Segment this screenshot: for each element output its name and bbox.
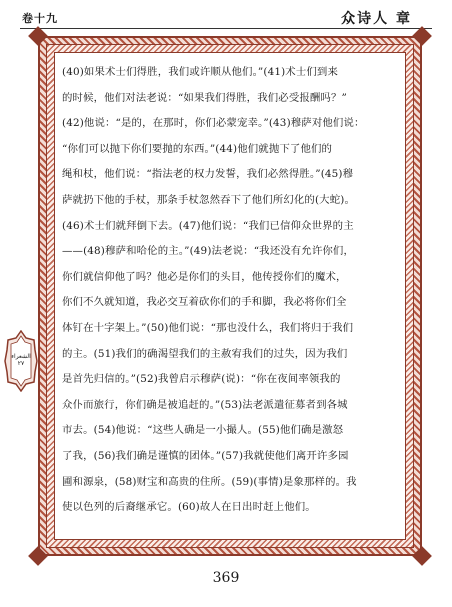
surah-medallion-label bbox=[9, 353, 33, 367]
text-line: 圃和源泉，(58)财宝和高贵的住所。(59)(事情)是象那样的。我 bbox=[62, 475, 357, 488]
text-line: 萨就扔下他的手杖，那条手杖忽然吞下了他们所幻化的(大蛇)。 bbox=[62, 193, 356, 206]
verse-text-body bbox=[62, 60, 398, 521]
text-line: 的主。(51)我们的确渴望我们的主赦宥我们的过失，因为我们 bbox=[62, 347, 348, 360]
text-line: (42)他说：“是的，在那时，你们必蒙宠幸。”(43)穆萨对他们说： bbox=[62, 117, 365, 130]
text-line: “你们可以抛下你们要抛的东西。”(44)他们就抛下了他们的 bbox=[62, 142, 333, 155]
text-line: 你们不久就知道，我必交互着砍你们的手和脚，我必将你们全 bbox=[62, 296, 347, 309]
text-line: 的时候，他们对法老说：“如果我们得胜，我们必受报酬吗？” bbox=[62, 91, 347, 104]
text-line: (46)术士们就拜倒下去。(47)他们说：“我们已信仰众世界的主 bbox=[62, 219, 354, 232]
surah-arabic-name: الشعراء bbox=[11, 353, 31, 360]
text-line: 使以色列的后裔继承它。(60)故人在日出时赶上他们。 bbox=[62, 501, 316, 514]
text-line: ——(48)穆萨和哈伦的主。”(49)法老说：“我还没有允许你们， bbox=[62, 245, 355, 258]
text-line: 是首先归信的。”(52)我曾启示穆萨(说)：“你在夜间率领我的 bbox=[62, 373, 341, 386]
text-line: 了我，(56)我们确是谨慎的团体。”(57)我就使他们离开许多园 bbox=[62, 449, 349, 462]
text-line: (40)如果术士们得胜，我们或许顺从他们。”(41)术士们到来 bbox=[62, 66, 339, 78]
surah-title: 众诗人 章 bbox=[341, 11, 412, 27]
text-line: 你们就信仰他了吗？他必是你们的头目，他传授你们的魔术， bbox=[62, 270, 347, 283]
text-line: 体钉在十字架上。”(50)他们说：“那也没什么，我们将归于我们 bbox=[62, 321, 354, 334]
text-line: 绳和杖，他们说：“指法老的权力发誓，我们必然得胜。”(45)穆 bbox=[62, 168, 354, 181]
header-divider bbox=[20, 28, 432, 29]
text-line: 众仆而旅行，你们确是被追赶的。”(53)法老派遣征募者到各城 bbox=[62, 398, 348, 411]
text-line: 市去。(54)他说：“这些人确是一小撮人。(55)他们确是激怒 bbox=[62, 424, 344, 437]
chapter-label: 卷十九 bbox=[22, 12, 58, 25]
surah-number: ٢٧ bbox=[17, 360, 25, 367]
page-number: 369 bbox=[212, 570, 240, 586]
